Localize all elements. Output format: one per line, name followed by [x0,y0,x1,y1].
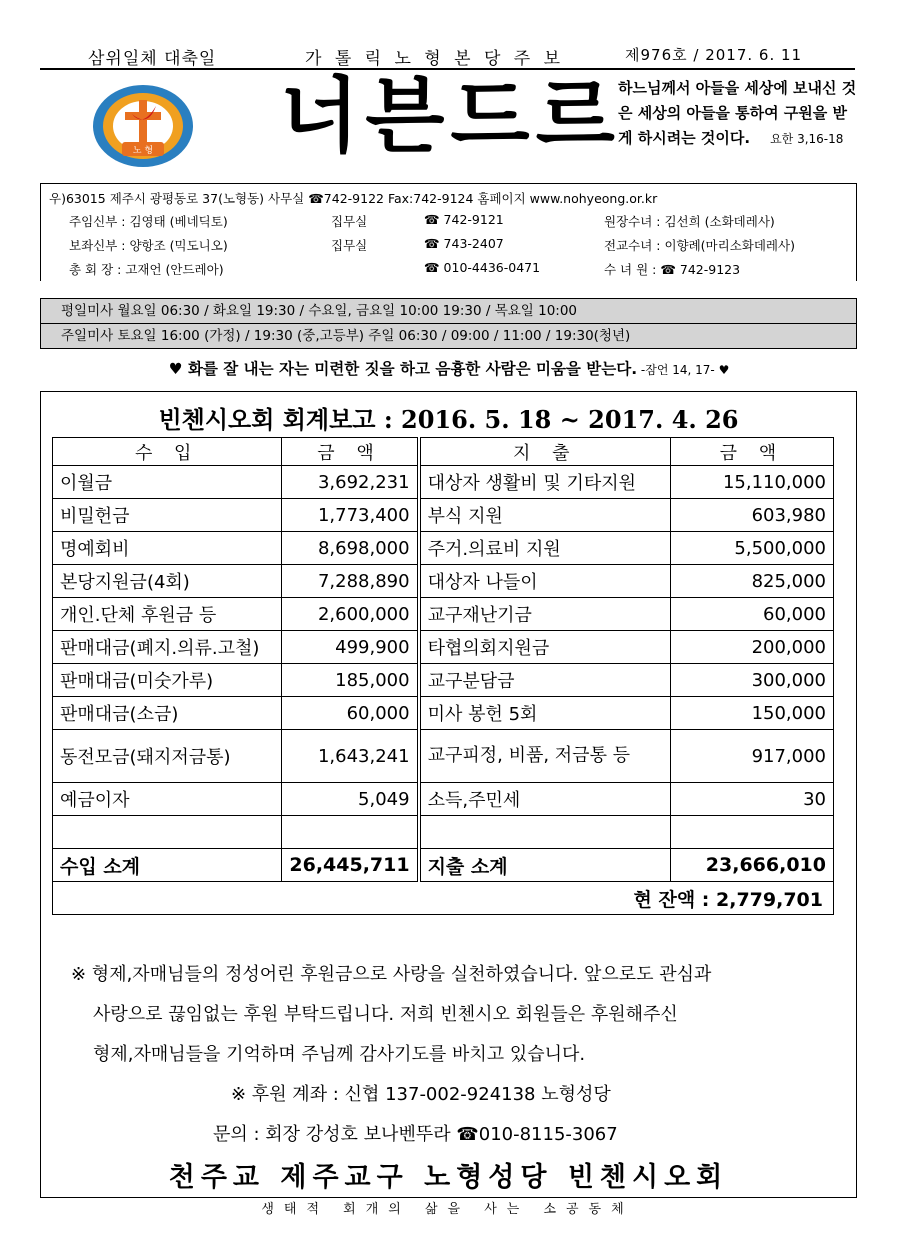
income-item: 이월금 [53,466,282,499]
income-amount: 499,900 [282,631,419,664]
table-row [53,466,834,499]
income-total-label: 수입 소계 [53,849,282,882]
weekday-mass: 평일미사 월요일 06:30 / 화요일 19:30 / 수요일, 금요일 10:00 19:30 / 목요일 10:00 [61,303,578,319]
table-row [53,783,834,816]
report-title: 빈첸시오회 회계보고 : 2016. 5. 18 ~ 2017. 4. 26 [158,405,739,434]
income-total: 26,445,711 [282,849,419,882]
thanks-note-line3: 형제,자매님들을 기억하며 주님께 감사기도를 바치고 있습니다. [93,1044,586,1065]
feast-name: 삼위일체 대축일 [88,49,217,69]
expense-item: 대상자 생활비 및 기타지원 [419,466,671,499]
subtotal-row [53,849,834,882]
accounting-table [52,437,834,915]
pastor-office: 집무실 [331,214,368,229]
bulletin-title: 너븐드르 [280,69,621,164]
income-amount-header: 금 액 [282,438,419,466]
pastor: 주임신부 : 김영태 (베네딕토) [69,214,228,229]
assistant-priest: 보좌신부 : 양항조 (믹도니오) [69,238,228,253]
table-row [53,499,834,532]
expense-amount: 603,980 [670,499,833,532]
table-header [53,438,834,466]
expense-amount: 60,000 [670,598,833,631]
issue-date: 제976호 / 2017. 6. 11 [625,46,803,64]
income-item: 판매대금(폐지.의류.고철) [53,631,282,664]
accounting-report [40,391,857,1198]
mission-nun: 전교수녀 : 이향례(마리소화데레사) [604,238,795,253]
income-amount: 8,698,000 [282,532,419,565]
president-phone: ☎ 010-4436-0471 [424,260,541,275]
quote-text: 하느님께서 아들을 세상에 보내신 것은 세상의 아들을 통하여 구원을 받게 하시려는 것이다. [618,79,857,147]
thanks-note-line1: ※ 형제,자매님들의 정성어린 후원금으로 사랑을 실천하였습니다. 앞으로도 관심과 [71,964,712,985]
expense-item: 교구분담금 [419,664,671,697]
income-amount: 7,288,890 [282,565,419,598]
expense-item: 소득,주민세 [419,783,671,816]
donation-account: ※ 후원 계좌 : 신협 137-002-924138 노형성당 [231,1084,611,1105]
council-president: 총 회 장 : 고재언 (안드레아) [69,262,224,277]
income-item: 개인.단체 후원금 등 [53,598,282,631]
expense-total-label: 지출 소계 [419,849,671,882]
current-balance: 현 잔액 : 2,779,701 [53,882,834,915]
scripture-quote [618,76,858,152]
expense-amount: 300,000 [670,664,833,697]
table-row [53,730,834,783]
proverb-source: -잠언 14, 17- ♥ [637,363,730,377]
expense-item: 부식 지원 [419,499,671,532]
parish-logo-icon [92,84,194,168]
expense-item: 주거.의료비 지원 [419,532,671,565]
mass-schedule [40,298,857,349]
income-item: 본당지원금(4회) [53,565,282,598]
income-item: 동전모금(돼지저금통) [53,730,282,783]
income-item: 예금이자 [53,783,282,816]
table-row [53,631,834,664]
income-item: 판매대금(소금) [53,697,282,730]
income-amount: 1,773,400 [282,499,419,532]
expense-item: 교구피정, 비품, 저금통 등 [419,730,671,783]
assistant-office: 집무실 [331,238,368,253]
logo-text: 노 형 [132,146,154,156]
income-item: 비밀헌금 [53,499,282,532]
proverb [0,357,898,379]
contact-info-box [40,183,857,281]
table-row [53,565,834,598]
contact-info: 문의 : 회장 강성호 보나벤뚜라 ☎010-8115-3067 [213,1124,618,1145]
convent-phone: 수 녀 원 : ☎ 742-9123 [604,262,741,277]
income-item: 명예회비 [53,532,282,565]
sunday-mass: 주일미사 토요일 16:00 (가정) / 19:30 (중,고등부) 주일 06:30 / 09:00 / 11:00 / 19:30(청년) [41,323,856,348]
table-row [53,532,834,565]
table-row [53,664,834,697]
thanks-note-line2: 사랑으로 끊임없는 후원 부탁드립니다. 저희 빈첸시오 회원들은 후원해주신 [93,1004,678,1025]
expense-item: 미사 봉헌 5회 [419,697,671,730]
income-amount: 3,692,231 [282,466,419,499]
expense-amount: 15,110,000 [670,466,833,499]
expense-header: 지 출 [419,438,671,466]
expense-amount: 5,500,000 [670,532,833,565]
income-amount: 185,000 [282,664,419,697]
expense-amount: 30 [670,783,833,816]
income-amount: 2,600,000 [282,598,419,631]
income-header: 수 입 [53,438,282,466]
expense-item: 교구재난기금 [419,598,671,631]
superior-nun: 원장수녀 : 김선희 (소화데레사) [604,214,775,229]
expense-item: 타협의회지원금 [419,631,671,664]
income-amount: 1,643,241 [282,730,419,783]
income-amount: 5,049 [282,783,419,816]
address-line: 우)63015 제주시 광평동로 37(노형동) 사무실 ☎742-9122 Fax:742-9124 홈페이지 www.nohyeong.or.kr [49,191,658,206]
expense-amount-header: 금 액 [670,438,833,466]
bulletin-name: 가 톨 릭 노 형 본 당 주 보 [305,49,565,69]
assistant-phone: ☎ 743-2407 [424,236,504,251]
quote-reference: 요한 3,16-18 [770,132,844,146]
table-row [53,697,834,730]
pastor-phone: ☎ 742-9121 [424,212,504,227]
organization-name: 천주교 제주교구 노형성당 빈첸시오회 [168,1162,729,1193]
expense-amount: 200,000 [670,631,833,664]
expense-amount: 150,000 [670,697,833,730]
expense-amount: 825,000 [670,565,833,598]
table-row [53,598,834,631]
balance-row [53,882,834,915]
income-amount: 60,000 [282,697,419,730]
parish-slogan: 생태적 회개의 삶을 사는 소공동체 [261,1202,634,1217]
proverb-text: ♥ 화를 잘 내는 자는 미련한 짓을 하고 음흉한 사람은 미움을 받는다. [168,360,638,378]
expense-total: 23,666,010 [670,849,833,882]
income-item: 판매대금(미숫가루) [53,664,282,697]
expense-amount: 917,000 [670,730,833,783]
empty-row [53,816,834,849]
expense-item: 대상자 나들이 [419,565,671,598]
